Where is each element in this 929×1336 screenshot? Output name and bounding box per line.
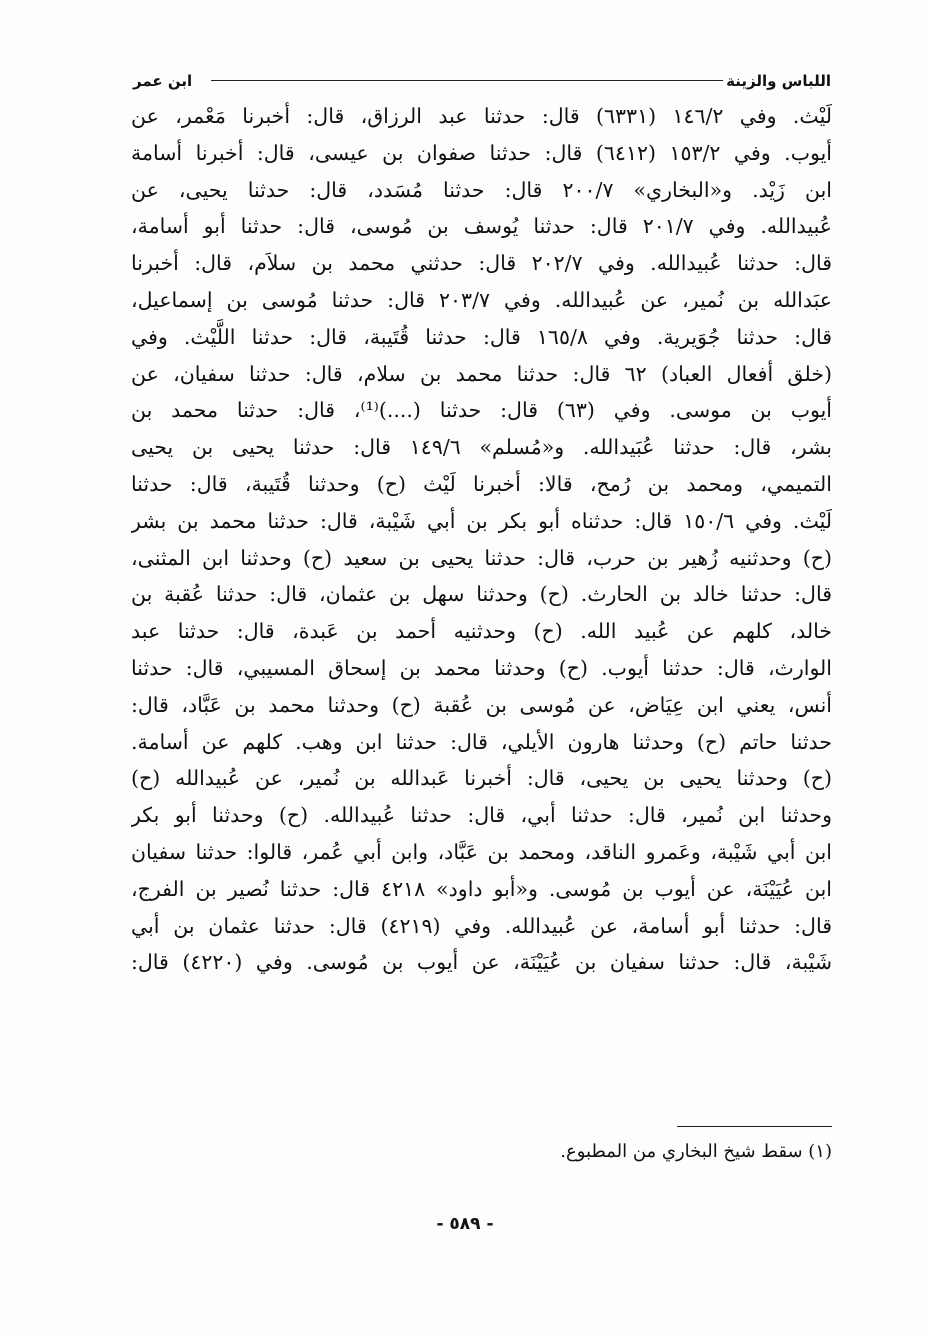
text-line: ابن زَيْد. و«البخاري» ٢٠٠/٧ قال: حدثنا مُسَدد، قال: حدثنا يحيى، عن — [131, 177, 832, 202]
text-line: خالد، كلهم عن عُبيد الله. (ح) وحدثنيه أحمد بن عَبدة، قال: حدثنا عبد — [131, 619, 832, 644]
text-line: لَيْث. وفي ١٥٠/٦ قال: حدثناه أبو بكر بن أبي شَيْبة، قال: حدثنا محمد بن بشر — [131, 508, 832, 533]
text-line: ابن أبي شَيْبة، وعَمرو الناقد، ومحمد بن عَبَّاد، وابن أبي عُمر، قالوا: حدثنا سفيان — [131, 839, 832, 864]
text-line: قال: حدثنا خالد بن الحارث. (ح) وحدثنا سهل بن عثمان، قال: حدثنا عُقبة بن — [131, 582, 832, 607]
text-line: ابن عُيَيْنَة، عن أيوب بن مُوسى. و«أبو داود» ٤٢١٨ قال: حدثنا نُصير بن الفرج، — [131, 876, 832, 901]
text-line: (ح) وحدثنيه زُهير بن حرب، قال: حدثنا يحيى بن سعيد (ح) وحدثنا ابن المثنى، — [131, 545, 832, 570]
text-line: قال: حدثنا جُوَيرية. وفي ١٦٥/٨ قال: حدثنا قُتَيبة، قال: حدثنا اللَّيْث. وفي — [131, 324, 832, 349]
text-line: بشر، قال: حدثنا عُبَيدالله. و«مُسلم» ١٤٩/٦ قال: حدثنا يحيى بن يحيى — [131, 435, 832, 460]
text-line: لَيْث. وفي ١٤٦/٢ (٦٣٣١) قال: حدثنا عبد الرزاق، قال: أخبرنا مَعْمر، عن — [131, 104, 832, 128]
text-line: (ح) وحدثنا يحيى بن يحيى، قال: أخبرنا عَبدالله بن نُمير، عن عُبيدالله (ح) — [131, 766, 832, 791]
section-title: ابن عمر — [133, 72, 193, 90]
running-header — [133, 66, 831, 96]
text-line: قال: حدثنا عُبيدالله. وفي ٢٠٢/٧ قال: حدثني محمد بن سلاَم، قال: أخبرنا — [131, 251, 832, 276]
text-line: قال: حدثنا أبو أسامة، عن عُبيدالله. وفي (٤٢١٩) قال: حدثنا عثمان بن أبي — [131, 913, 832, 938]
footnote: (١) سقط شيخ البخاري من المطبوع. — [560, 1141, 832, 1162]
text-line: أيوب بن موسى. وفي (٦٣) قال: حدثنا (....)⁽¹⁾، قال: حدثنا محمد بن — [131, 398, 832, 423]
text-line: شَيْبة، قال: حدثنا سفيان بن عُيَيْنَة، عن أيوب بن مُوسى. وفي (٤٢٢٠) قال: — [131, 950, 832, 975]
text-line: أنس، يعني ابن عِيَاض، عن مُوسى بن عُقبة (ح) وحدثنا محمد بن عَبَّاد، قال: — [131, 692, 832, 717]
main-text — [131, 98, 832, 981]
book-title: اللباس والزينة — [726, 72, 831, 90]
text-line: أيوب. وفي ١٥٣/٢ (٦٤١٢) قال: حدثنا صفوان بن عيسى، قال: أخبرنا أسامة — [131, 140, 832, 165]
header-rule — [211, 80, 723, 81]
page-number: - ٥٨٩ - — [436, 1214, 494, 1234]
text-line: عُبيدالله. وفي ٢٠١/٧ قال: حدثنا يُوسف بن مُوسى، قال: حدثنا أبو أسامة، — [131, 214, 832, 239]
footnote-rule — [677, 1126, 832, 1127]
text-line: (خلق أفعال العباد) ٦٢ قال: حدثنا محمد بن سلام، قال: حدثنا سفيان، عن — [131, 361, 832, 386]
text-line: الوارث، قال: حدثنا أيوب. (ح) وحدثنا محمد بن إسحاق المسيبي، قال: حدثنا — [131, 655, 832, 680]
text-line: التميمي، ومحمد بن رُمح، قالا: أخبرنا لَيْث (ح) وحدثنا قُتَيبة، قال: حدثنا — [131, 471, 832, 496]
text-line: وحدثنا ابن نُمير، قال: حدثنا أبي، قال: حدثنا عُبيدالله. (ح) وحدثنا أبو بكر — [131, 803, 832, 828]
text-line: عبَدالله بن نُمير، عن عُبيدالله. وفي ٢٠٣/٧ قال: حدثنا مُوسى بن إسماعيل، — [131, 287, 832, 312]
text-line: حدثنا حاتم (ح) وحدثنا هارون الأيلي، قال: حدثنا ابن وهب. كلهم عن أسامة. — [131, 729, 832, 754]
